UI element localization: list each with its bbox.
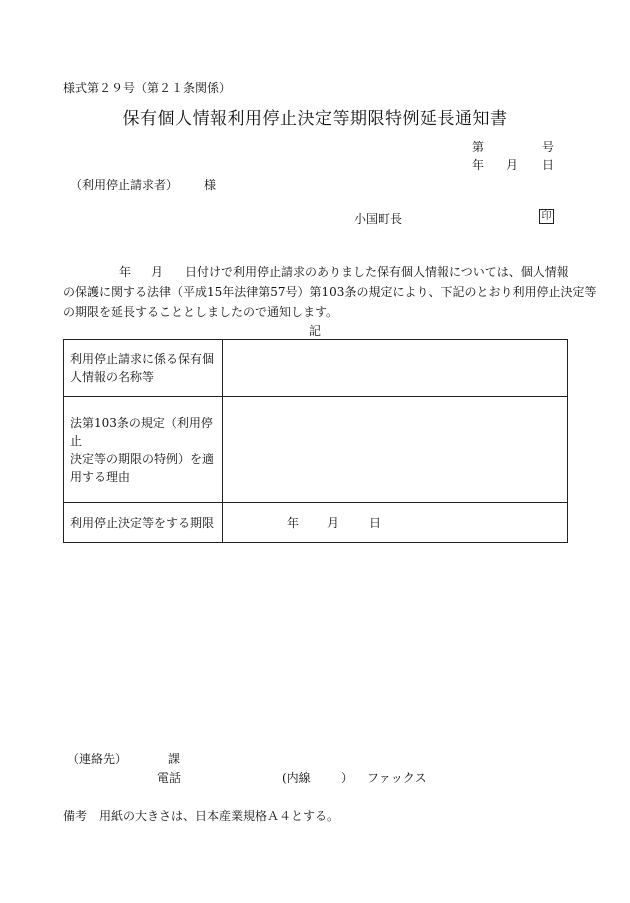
row-label-info-name bbox=[64, 340, 223, 397]
deadline-month: 月 bbox=[327, 515, 340, 530]
row-label-line: 利用停止請求に係る保有個 bbox=[70, 352, 215, 366]
row-value-deadline[interactable] bbox=[223, 503, 568, 543]
date-year: 年 bbox=[472, 158, 485, 172]
seal-mark: 印 bbox=[539, 209, 554, 224]
contact-label: （連絡先） bbox=[67, 752, 128, 766]
remarks-note: 備考 用紙の大きさは、日本産業規格Ａ４とする。 bbox=[63, 809, 340, 823]
doc-number-dai: 第 bbox=[472, 140, 485, 154]
notice-body bbox=[63, 262, 597, 322]
date-month: 月 bbox=[506, 158, 519, 172]
row-label-reason bbox=[64, 397, 223, 503]
document-title: 保有個人情報利用停止決定等期限特例延長通知書 bbox=[122, 109, 508, 129]
table-row bbox=[64, 503, 568, 543]
form-number: 様式第２９号（第２１条関係） bbox=[63, 81, 232, 95]
contact-section: 課 bbox=[168, 752, 181, 766]
body-line3: の期限を延長することとしましたので通知します。 bbox=[63, 305, 339, 319]
table-row bbox=[64, 397, 568, 503]
sender-name: 小国町長 bbox=[354, 212, 403, 226]
details-table bbox=[63, 339, 568, 543]
recipient-label: （利用停止請求者） bbox=[70, 178, 179, 192]
date-day: 日 bbox=[542, 158, 555, 172]
body-line1: 日付けで利用停止請求のありました保有個人情報については、個人情報 bbox=[185, 265, 569, 279]
row-label-line: 用する理由 bbox=[70, 469, 131, 484]
contact-fax: ファックス bbox=[367, 771, 427, 785]
row-label-line: 人情報の名称等 bbox=[70, 370, 155, 384]
deadline-day: 日 bbox=[369, 515, 382, 530]
row-value-info-name[interactable] bbox=[223, 340, 568, 397]
table-row bbox=[64, 340, 568, 397]
row-label-line: 法第103条の規定（利用停止 bbox=[70, 415, 213, 448]
contact-extension-close: ） bbox=[341, 771, 354, 785]
contact-phone: 電話 bbox=[157, 771, 182, 785]
row-label-deadline: 利用停止決定等をする期限 bbox=[64, 503, 223, 543]
body-line2: の保護に関する法律（平成15年法律第57号）第103条の規定により、下記のとおり利用停止決定等 bbox=[63, 285, 597, 299]
body-month: 月 bbox=[151, 265, 164, 279]
deadline-year: 年 bbox=[287, 515, 300, 530]
row-label-line: 決定等の期限の特例）を適 bbox=[70, 451, 215, 466]
row-value-reason[interactable] bbox=[223, 397, 568, 503]
recipient-honorific: 様 bbox=[204, 178, 217, 192]
contact-extension-open: (内線 bbox=[282, 771, 311, 785]
body-year: 年 bbox=[119, 265, 132, 279]
doc-number-go: 号 bbox=[542, 140, 555, 154]
ki-heading: 記 bbox=[308, 324, 321, 338]
